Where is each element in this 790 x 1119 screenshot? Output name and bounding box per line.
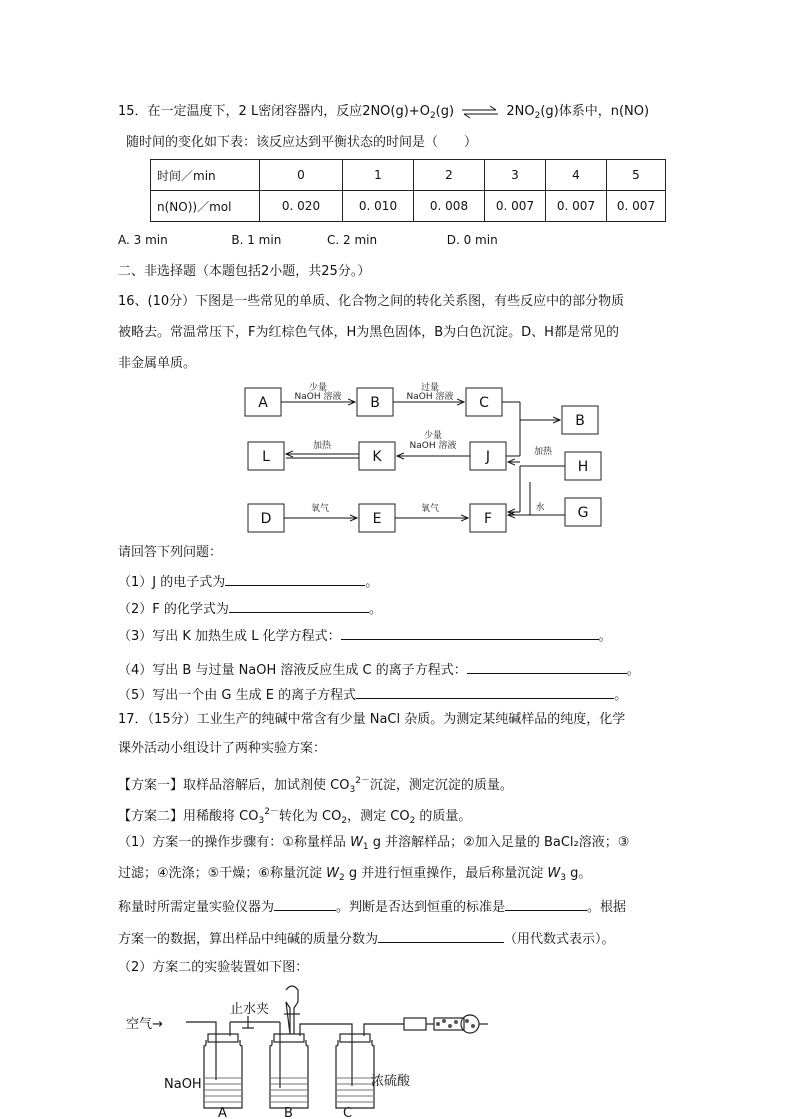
q17-line1: 17．（15分）工业生产的纯碱中常含有少量 NaCl 杂质。为测定某纯碱样品的纯度，化学 xyxy=(118,712,626,727)
q16-prompt: 请回答下列问题： xyxy=(118,545,223,560)
answer-blank[interactable] xyxy=(356,684,614,699)
q16-line2: 被略去。常温常压下，F为红棕色气体，H为黑色固体，B为白色沉淀。D、H都是常见的 xyxy=(118,325,619,340)
table-row xyxy=(151,191,666,222)
q15-line2: 随时间的变化如下表：该反应达到平衡状态的时间是（ ） xyxy=(126,135,478,150)
table-cell: n(NO))／mol xyxy=(151,191,260,222)
connector xyxy=(404,1018,426,1030)
table-cell: 0 xyxy=(260,160,343,191)
bottle-c-label: C xyxy=(343,1106,353,1119)
q16-line3: 非金属单质。 xyxy=(118,356,197,371)
stopper-c xyxy=(340,1034,370,1042)
bottle-b xyxy=(270,1040,308,1108)
table-cell: 5 xyxy=(607,160,666,191)
q17-plan1: 【方案一】取样品溶解后，加试剂使 $CO_3^{2-}$沉淀，测定沉淀的质量。 xyxy=(118,776,513,795)
q16-item-5: （5）写出一个由 G 生成 E 的离子方程式 。 xyxy=(118,684,627,705)
bottle-a xyxy=(204,1040,242,1108)
jk-label-bottom: NaOH 溶液 xyxy=(409,441,457,451)
conversion-diagram xyxy=(240,378,610,538)
answer-blank[interactable] xyxy=(467,659,627,674)
bottle-a-label: A xyxy=(218,1106,227,1119)
table-row xyxy=(151,160,666,191)
table-cell: 0. 020 xyxy=(260,191,343,222)
equilibrium-arrow-icon xyxy=(460,105,500,119)
answer-blank[interactable] xyxy=(341,625,599,640)
answer-blank[interactable] xyxy=(505,896,587,911)
answer-blank[interactable] xyxy=(378,928,504,943)
apparatus-diagram xyxy=(120,980,490,1119)
table-cell: 0. 008 xyxy=(414,191,485,222)
naoh-label: NaOH xyxy=(164,1077,202,1092)
box-h-label: H xyxy=(577,459,589,475)
q16-item-2: （2）F 的化学式为 。 xyxy=(118,598,382,619)
option-b: B. 1 min xyxy=(231,233,282,247)
answer-blank[interactable] xyxy=(225,571,365,586)
q16-item-4: （4）写出 B 与过量 NaOH 溶液反应生成 C 的离子方程式： 。 xyxy=(118,659,640,680)
q17-step1: （1）方案一的操作步骤有：①称量样品 $W_1$ g 并溶解样品；②加入足量的 BaCl₂溶液；③ xyxy=(118,835,630,852)
q17-weigh: 称量时所需定量实验仪器为 。判断是否达到恒重的标准是 。根据 xyxy=(118,896,626,917)
box-k-label: K xyxy=(372,449,382,465)
box-b2-label: B xyxy=(575,413,585,429)
table-cell: 0. 007 xyxy=(607,191,666,222)
box-e-label: E xyxy=(372,511,382,527)
q17-step2: 过滤；④洗涤；⑤干燥；⑥称量沉淀 $W_2$ g 并进行恒重操作，最后称量沉淀 $W_3$ g。 xyxy=(118,866,592,883)
clamp-label: 止水夹 xyxy=(230,1002,270,1017)
box-j-label: J xyxy=(485,449,491,465)
bc-label-top: 过量 xyxy=(420,383,440,393)
ab-label-top: 少量 xyxy=(308,383,328,393)
q17-plan2: 【方案二】用稀酸将 $CO_3^{2-}$转化为 $CO_2$，测定 $CO_2$ 的质量。 xyxy=(118,807,472,826)
q16-item-1: （1）J 的电子式为 。 xyxy=(118,571,378,592)
separatory-funnel xyxy=(286,986,298,1034)
q15-table xyxy=(150,159,666,222)
box-l-label: L xyxy=(262,449,270,465)
table-cell: 2 xyxy=(414,160,485,191)
ab-label-bottom: NaOH 溶液 xyxy=(294,392,342,402)
table-cell: 0. 007 xyxy=(485,191,546,222)
bottle-c xyxy=(336,1040,374,1108)
table-cell: 0. 010 xyxy=(343,191,414,222)
box-a-label: A xyxy=(258,395,268,411)
table-cell: 1 xyxy=(343,160,414,191)
section-heading: 二、非选择题（本题包括2小题，共25分。） xyxy=(118,264,371,279)
bc-label-bottom: NaOH 溶液 xyxy=(406,392,454,402)
kl-label: 加热 xyxy=(312,441,332,451)
table-cell: 0. 007 xyxy=(546,191,607,222)
q17-line2: 课外活动小组设计了两种实验方案： xyxy=(118,741,327,756)
answer-blank[interactable] xyxy=(274,896,336,911)
option-c: C. 2 min xyxy=(326,233,378,247)
q16-item-3: （3）写出 K 加热生成 L 化学方程式： 。 xyxy=(118,625,612,646)
q17-part2: （2）方案二的实验装置如下图： xyxy=(118,960,309,975)
q17-calc: 方案一的数据，算出样品中纯碱的质量分数为 （用代数式表示）。 xyxy=(118,928,615,949)
bottle-b-label: B xyxy=(284,1106,293,1119)
de-label: 氧气 xyxy=(310,504,330,514)
ef-label: 氧气 xyxy=(420,504,440,514)
q16-line1: 16、(10分）下图是一些常见的单质、化合物之间的转化关系图，有些反应中的部分物质 xyxy=(118,294,625,309)
box-g-label: G xyxy=(577,505,589,521)
box-b-label: B xyxy=(370,395,380,411)
heat-label: 加热 xyxy=(533,447,553,457)
option-d: D. 0 min xyxy=(446,233,498,247)
water-label: 水 xyxy=(535,503,545,513)
jk-label-top: 少量 xyxy=(423,431,443,441)
table-cell: 3 xyxy=(485,160,546,191)
air-label: 空气→ xyxy=(126,1017,163,1032)
table-cell: 4 xyxy=(546,160,607,191)
box-d-label: D xyxy=(260,511,272,527)
box-c-label: C xyxy=(479,395,489,411)
option-a: A. 3 min xyxy=(118,233,168,247)
q15-options xyxy=(118,231,498,249)
answer-blank[interactable] xyxy=(229,598,369,613)
acid-label: 浓硫酸 xyxy=(371,1074,411,1089)
table-cell: 时间／min xyxy=(151,160,260,191)
stopper-a xyxy=(208,1034,238,1042)
q15-line1: 15．在一定温度下，2 L密闭容器内，反应$2NO(g)+O_2(g)$ $2NO_2(g)$体系中，n(NO) xyxy=(118,104,650,121)
box-f-label: F xyxy=(483,511,493,527)
